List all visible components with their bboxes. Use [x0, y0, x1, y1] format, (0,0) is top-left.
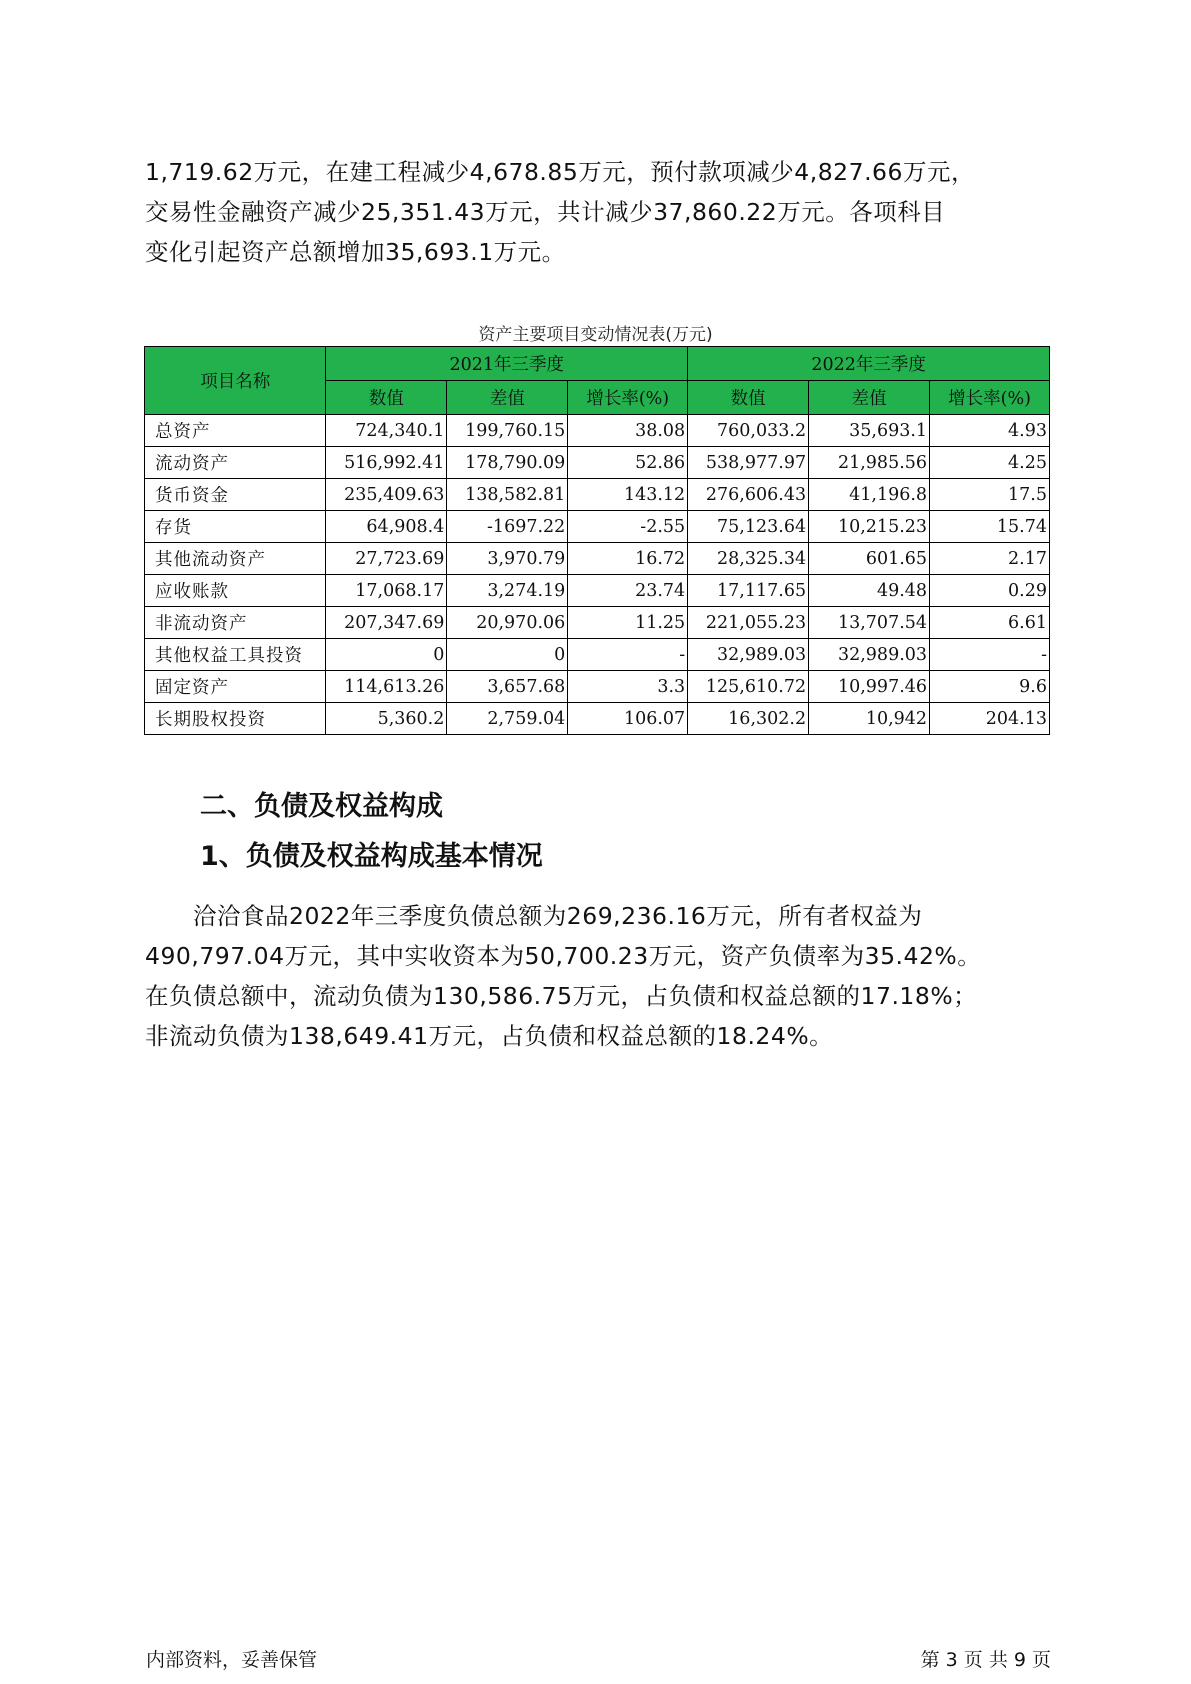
table-cell: 10,215.23	[809, 511, 930, 543]
header-year-2021: 2021年三季度	[326, 347, 688, 381]
footer-page-number: 第 3 页 共 9 页	[920, 1649, 1051, 1671]
table-cell: 143.12	[568, 479, 688, 511]
table-cell: 538,977.97	[688, 447, 809, 479]
table-caption: 资产主要项目变动情况表(万元)	[478, 325, 713, 345]
paragraph-line: 非流动负债为138,649.41万元，占负债和权益总额的18.24%。	[145, 1022, 834, 1050]
header-growth-rate: 增长率(%)	[568, 381, 688, 415]
table-cell: 10,942	[809, 703, 930, 735]
table-cell: 207,347.69	[326, 607, 447, 639]
header-item-name: 项目名称	[145, 347, 326, 415]
table-cell: 516,992.41	[326, 447, 447, 479]
table-cell: 52.86	[568, 447, 688, 479]
table-cell: 4.93	[930, 415, 1050, 447]
table-cell: 11.25	[568, 607, 688, 639]
paragraph-line: 在负债总额中，流动负债为130,586.75万元，占负债和权益总额的17.18%；	[145, 982, 978, 1010]
asset-change-table	[144, 346, 1050, 735]
row-item-name: 其他权益工具投资	[145, 639, 326, 671]
table-cell: 27,723.69	[326, 543, 447, 575]
paragraph-liability-equity	[145, 896, 1050, 1056]
table-row	[145, 447, 1050, 479]
footer-confidential-note: 内部资料，妥善保管	[146, 1649, 318, 1671]
table-cell: 15.74	[930, 511, 1050, 543]
table-row	[145, 543, 1050, 575]
table-cell: 35,693.1	[809, 415, 930, 447]
table-cell: 4.25	[930, 447, 1050, 479]
table-row	[145, 511, 1050, 543]
paragraph-line: 交易性金融资产减少25,351.43万元，共计减少37,860.22万元。各项科目	[145, 198, 946, 226]
header-year-2022: 2022年三季度	[688, 347, 1050, 381]
table-cell: 204.13	[930, 703, 1050, 735]
table-cell: 17,117.65	[688, 575, 809, 607]
table-cell: 3,657.68	[447, 671, 568, 703]
table-cell: 3.3	[568, 671, 688, 703]
table-cell: 21,985.56	[809, 447, 930, 479]
row-item-name: 非流动资产	[145, 607, 326, 639]
table-cell: -1697.22	[447, 511, 568, 543]
row-item-name: 流动资产	[145, 447, 326, 479]
table-cell: 724,340.1	[326, 415, 447, 447]
header-difference: 差值	[447, 381, 568, 415]
table-cell: 235,409.63	[326, 479, 447, 511]
table-cell: -2.55	[568, 511, 688, 543]
table-row	[145, 479, 1050, 511]
table-cell: 178,790.09	[447, 447, 568, 479]
table-cell: 125,610.72	[688, 671, 809, 703]
table-cell: 32,989.03	[809, 639, 930, 671]
table-cell: 16.72	[568, 543, 688, 575]
table-cell: 17,068.17	[326, 575, 447, 607]
table-cell: 75,123.64	[688, 511, 809, 543]
table-cell: 38.08	[568, 415, 688, 447]
paragraph-line: 变化引起资产总额增加35,693.1万元。	[145, 238, 566, 266]
table-cell: 32,989.03	[688, 639, 809, 671]
table-cell: 0	[326, 639, 447, 671]
table-row	[145, 671, 1050, 703]
table-cell: 49.48	[809, 575, 930, 607]
paragraph-line: 洽洽食品2022年三季度负债总额为269,236.16万元，所有者权益为	[145, 902, 923, 930]
row-item-name: 货币资金	[145, 479, 326, 511]
table-cell: 138,582.81	[447, 479, 568, 511]
header-difference: 差值	[809, 381, 930, 415]
table-row	[145, 703, 1050, 735]
table-cell: 9.6	[930, 671, 1050, 703]
row-item-name: 总资产	[145, 415, 326, 447]
table-cell: 221,055.23	[688, 607, 809, 639]
table-cell: 2,759.04	[447, 703, 568, 735]
paragraph-line: 490,797.04万元，其中实收资本为50,700.23万元，资产负债率为35.42%。	[145, 942, 982, 970]
table-cell: 23.74	[568, 575, 688, 607]
table-row	[145, 575, 1050, 607]
paragraph-line: 1,719.62万元，在建工程减少4,678.85万元，预付款项减少4,827.66万元，	[145, 158, 975, 186]
table-cell: 199,760.15	[447, 415, 568, 447]
header-value: 数值	[326, 381, 447, 415]
table-cell: 0.29	[930, 575, 1050, 607]
table-cell: 41,196.8	[809, 479, 930, 511]
row-item-name: 应收账款	[145, 575, 326, 607]
row-item-name: 固定资产	[145, 671, 326, 703]
table-cell: 5,360.2	[326, 703, 447, 735]
table-cell: 114,613.26	[326, 671, 447, 703]
table-cell: 6.61	[930, 607, 1050, 639]
table-cell: 28,325.34	[688, 543, 809, 575]
header-value: 数值	[688, 381, 809, 415]
table-cell: 760,033.2	[688, 415, 809, 447]
table-row	[145, 639, 1050, 671]
paragraph-asset-changes	[145, 152, 1050, 272]
table-cell: 64,908.4	[326, 511, 447, 543]
row-item-name: 其他流动资产	[145, 543, 326, 575]
table-cell: -	[568, 639, 688, 671]
table-cell: -	[930, 639, 1050, 671]
section-heading: 二、负债及权益构成	[200, 791, 443, 822]
table-row	[145, 607, 1050, 639]
table-cell: 0	[447, 639, 568, 671]
table-cell: 3,274.19	[447, 575, 568, 607]
table-cell: 16,302.2	[688, 703, 809, 735]
header-growth-rate: 增长率(%)	[930, 381, 1050, 415]
subsection-heading: 1、负债及权益构成基本情况	[200, 841, 543, 872]
table-row	[145, 415, 1050, 447]
row-item-name: 存货	[145, 511, 326, 543]
table-cell: 3,970.79	[447, 543, 568, 575]
table-cell: 17.5	[930, 479, 1050, 511]
row-item-name: 长期股权投资	[145, 703, 326, 735]
table-cell: 2.17	[930, 543, 1050, 575]
table-cell: 13,707.54	[809, 607, 930, 639]
table-cell: 20,970.06	[447, 607, 568, 639]
table-cell: 276,606.43	[688, 479, 809, 511]
table-cell: 10,997.46	[809, 671, 930, 703]
table-cell: 601.65	[809, 543, 930, 575]
table-cell: 106.07	[568, 703, 688, 735]
